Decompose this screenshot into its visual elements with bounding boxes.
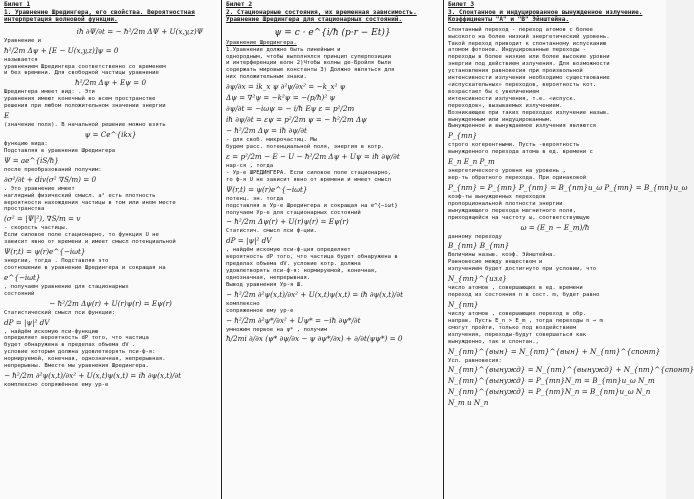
text-line: переходы в более низкие или более высокие уровни bbox=[448, 54, 610, 61]
text-line: Уравнение Шредингера. bbox=[226, 39, 297, 46]
text-line: - для своб. микрочастиц. Мы bbox=[226, 137, 317, 144]
text-line: Статистич. смысл пси ф-ции. bbox=[226, 228, 317, 235]
text-line: высокого на более низкий энергетический уровень. bbox=[448, 33, 610, 40]
formula: P_{mn} bbox=[448, 131, 478, 141]
formula: N_m и N_n bbox=[448, 398, 489, 408]
text-line: уравнения имеют конечный во всем пространстве bbox=[4, 96, 156, 103]
text-line: однородным, чтобы выполнялся принцип суперпозиции bbox=[226, 53, 392, 60]
text-line: условие которым должна удовлетворять пси-ф-я: bbox=[4, 349, 156, 356]
text-line: Уравнение и bbox=[4, 37, 42, 44]
formula: − ħ²/2m ∂²ψ*/∂x² + Uψ* = −iħ ∂ψ*/∂t bbox=[226, 315, 361, 325]
ticket-number: Билет 3 bbox=[448, 1, 475, 8]
text-line: потенц. эн. тогда bbox=[226, 195, 284, 202]
ticket-body bbox=[4, 27, 217, 389]
text-line: , получаем уравнение для стационарных bbox=[4, 283, 129, 290]
text-line: вынуждающего перехода магнитного поля, bbox=[448, 207, 576, 214]
text-line: Подставляя в уравнение Шредингера bbox=[4, 147, 116, 154]
formula: Ψ = ae^{iS/ħ} bbox=[4, 155, 59, 165]
text-line: и без времени. Для свободной частицы уравнение bbox=[4, 70, 159, 77]
text-line: Вынужденное и вынуждаемое излучения являются bbox=[448, 123, 597, 130]
text-line: содержать мировые константы 3) Должно являться для bbox=[226, 67, 395, 74]
text-line: получаем Ур-е для стационарных состояний bbox=[226, 209, 361, 216]
text-line: умножим первое на ψ* , получим bbox=[226, 326, 328, 333]
formula: ε = p²/2m − E − U − ħ²/2m Δψ + Uψ = iħ ∂ψ/∂t bbox=[226, 151, 400, 161]
formula: N_{mn}^{вынужд} = P_{mn}N_m = B_{mn}u_ω N_m bbox=[448, 376, 655, 386]
text-line: комплексно сопряжённое ему ур-е bbox=[4, 382, 109, 388]
text-line: установления равновесия при произвольной bbox=[448, 68, 583, 75]
text-line: энергетического уровня на уровень , bbox=[448, 168, 566, 175]
formula: − ħ²/2m ∂²ψ(x,t)/∂x² + U(x,t)ψ(x,t) = iħ ∂ψ(x,t)/∂t bbox=[226, 289, 404, 299]
formula: P_{nm} = P_{mn} P_{nm} = B_{nm}u_ω P_{mn} = B_{mn}u_ω bbox=[448, 182, 688, 192]
formula: N_{mn}^{вынужд} = N_{nm}^{вынужд} + N_{nm}^{спонт} bbox=[448, 365, 694, 375]
text-line: Величины назыв. коэф. Эйнштейна. bbox=[448, 252, 556, 259]
text-line: однозначная, непрерывная. bbox=[226, 274, 311, 281]
text-line: энергии, тогда . Подставляя это bbox=[4, 258, 109, 265]
formula: Ψ(r,t) = ψ(r)e^{−iωt} bbox=[4, 247, 86, 257]
formula: ∂ψ/∂t = −iωψ = − i/ħ Eψ ε = p²/2m bbox=[226, 104, 355, 114]
text-line: пределах объема dV. условие котр. должна bbox=[226, 261, 361, 268]
formula: ∂ψ/∂x = ik_x ψ ∂²ψ/∂x² = −k_x² ψ bbox=[226, 82, 346, 92]
text-line: вынужденным или индуцированным. bbox=[448, 116, 553, 123]
formula: e^{−iωt} bbox=[4, 272, 41, 282]
text-line: . Это уравнение имеет bbox=[4, 185, 75, 192]
formula: ψ = c · e^{i/ħ (p·r − Et)} bbox=[274, 27, 391, 38]
text-line: направ. Пусть E_n > E_m , тогда переходы n → m bbox=[448, 317, 603, 324]
formula: B_{nm} B_{mn} bbox=[448, 241, 510, 251]
text-line: состояний bbox=[4, 290, 35, 297]
formula: (σ² = |Ψ|²), ∇S/m = v bbox=[4, 214, 81, 224]
text-line: возрастает бы с увеличением bbox=[448, 88, 539, 95]
text-line: Возникающее при таких переходах излучение назыв. bbox=[448, 109, 610, 116]
text-line: будем расс. потенциальной поля, энергия в котр. bbox=[226, 144, 385, 151]
text-line: нар-ся , тогда bbox=[226, 162, 274, 169]
formula: E bbox=[4, 111, 10, 121]
text-line: Статистический смысл пси функции: bbox=[4, 309, 116, 316]
text-line: интенсивности излучения, т.е. «испуск. bbox=[448, 95, 576, 102]
text-line: Такой переход приводит к спонтанному испусканию bbox=[448, 40, 607, 47]
text-line: пропорциональной плотности энергии bbox=[448, 200, 563, 207]
text-line: решения при любом положительном значении энергии bbox=[4, 103, 166, 110]
formula: N_{nm}^{вын} = N_{nm}^{вын} + N_{nm}^{спонт} bbox=[448, 346, 661, 356]
formula: − ħ²/2m ∂²ψ(x,t)/∂x² + U(x,t)ψ(x,t) = iħ ∂ψ(x,t)/∂t bbox=[4, 371, 182, 380]
text-line: соотношение в уравнение Шредингера и сокращая на bbox=[4, 264, 166, 271]
formula: N_{nm} bbox=[448, 300, 479, 309]
text-line: определяет вероятность dP того, что частица bbox=[4, 335, 149, 342]
formula: − ħ²/2m Δψ(r) + U(r)ψ(r) = Eψ(r) bbox=[49, 298, 172, 308]
text-line: число атомов , совершающих в ед. времени bbox=[448, 285, 583, 292]
text-line: переходов», вызываемых излучением. bbox=[448, 102, 563, 109]
text-line: будет обнаружена в пределах объема dV . bbox=[4, 342, 136, 349]
formula: ω = (E_n − E_m)/ħ bbox=[520, 222, 590, 232]
ticket-column-3 bbox=[444, 0, 694, 499]
formula: E_n E_n P_m bbox=[448, 157, 495, 167]
text-line: переход из состояния n в сост. m, будет равно bbox=[448, 292, 600, 299]
formula: N_{nm}^{вынужд} = P_{nm}N_n = B_{nm}u_ω N_n bbox=[448, 387, 651, 397]
formula: Δψ = ∇²ψ = −k²ψ = −(p/ħ)² ψ bbox=[226, 93, 336, 103]
text-line: комплексно bbox=[226, 300, 260, 307]
text-line: Вывод уравнения Ур-я Ш. bbox=[226, 281, 304, 288]
text-line: Шредингера имеет вид: . Эти bbox=[4, 89, 95, 96]
text-line: называется bbox=[4, 56, 38, 63]
text-line: Усл. равновесия: bbox=[448, 357, 502, 364]
formula: N_{mn}^{изл} bbox=[448, 274, 507, 284]
text-line: вынужденно, так и спонтан., bbox=[448, 338, 539, 345]
formula: ħ²/2m Δψ + [E − U(x,y,z)]ψ = 0 bbox=[4, 45, 119, 55]
ticket-title: 2. Стационарные состояния, их временная зависимость. Уравнение Шредингера для стационарных состояний. bbox=[226, 8, 417, 23]
formula: dP = |ψ|² dV bbox=[4, 317, 50, 327]
ticket-body bbox=[448, 26, 694, 409]
text-line: вероятность dP того, что частица будет обнаружена в bbox=[226, 254, 398, 261]
text-line: вер-ть обратного перехода. При одинаковой bbox=[448, 175, 587, 182]
text-line: вынужденного перехода атома в ед. времени с bbox=[448, 149, 593, 156]
text-line: наглядный физический смысл. а² есть плотность bbox=[4, 192, 156, 199]
text-line: подставляя в Ур-е Шредингера и сокращая на e^{−iωt} bbox=[226, 202, 398, 209]
text-line: удовлетворять пси-ф-я: нормируемой, конечная, bbox=[226, 268, 378, 275]
text-line: интенсивности излучения необходимо существование bbox=[448, 75, 610, 82]
ticket-number: Билет 1 bbox=[4, 1, 31, 8]
text-line: Равновесие между веществом и bbox=[448, 259, 543, 266]
ticket-column-2 bbox=[222, 0, 444, 499]
text-line: энергии под действием излучения. Для возможности bbox=[448, 61, 610, 68]
formula: ħ²/2m Δψ + Eψ = 0 bbox=[74, 78, 147, 88]
formula: dP = |ψ|² dV bbox=[226, 236, 272, 246]
text-line: Спонтанный переход - переход атомов с более bbox=[448, 26, 593, 33]
text-line: то ф-я U не зависит явно от времени и имеет смысл bbox=[226, 176, 392, 183]
text-line: числу атомов , совершающих переход в обр. bbox=[448, 311, 587, 317]
formula: ψ = Ce^{ikx} bbox=[84, 129, 137, 139]
text-line: вероятности нахождения частицы в том или ином месте bbox=[4, 199, 176, 206]
text-line: и интерференции волн 2)Чтобы волны де-Бройля были bbox=[226, 60, 392, 67]
text-line: 1.Уравнение должно быть линейным и bbox=[226, 46, 341, 53]
ticket-title: 1. Уравнение Шредингера, его свойства. Вероятностная интерпретация волновой функции. bbox=[4, 8, 195, 23]
text-line: «испускательных» переходов, вероятность кот. bbox=[448, 81, 597, 88]
ticket-body bbox=[226, 27, 439, 345]
text-line: - скорость частицы. bbox=[4, 225, 68, 232]
text-line: коэф-ты вынужденных переходов bbox=[448, 193, 546, 200]
text-line: зависит явно от времени и имеет смысл потенциальной bbox=[4, 239, 176, 246]
text-line: излучением будет достигнуто при условии, что bbox=[448, 266, 597, 273]
text-line: строго когерентными. Пусть -вероятность bbox=[448, 142, 580, 149]
text-line: уравнением Шредингера соответственно со временем bbox=[4, 63, 166, 70]
text-line: данному переходу bbox=[448, 233, 502, 240]
text-line: пространства bbox=[4, 206, 45, 213]
text-line: сопряженное ему ур-е bbox=[226, 307, 294, 314]
text-line: них положительным знаки. bbox=[226, 74, 307, 81]
text-line: непрерывны. Вместе мы уравнения Шредингера. bbox=[4, 363, 149, 370]
text-line: смогут пройти, только под воздействием bbox=[448, 324, 576, 331]
ticket-number: Билет 2 bbox=[226, 1, 253, 8]
ticket-title: 3. Спонтанное и индуцированное вынужденное излучение. Коэффициенты "А" и "В" Эйнштейна. bbox=[448, 8, 643, 23]
text-line: (значение поля). В начальной решение можно взять bbox=[4, 122, 166, 129]
formula: iħ ∂ψ/∂t = εψ = p²/2m ψ = − ħ²/2m Δψ bbox=[226, 115, 367, 125]
formula: − ħ²/2m Δψ = iħ ∂ψ/∂t bbox=[226, 126, 307, 136]
formula: − ħ²/2m Δψ(r) + U(r)ψ(r) = Eψ(r) bbox=[226, 217, 349, 227]
text-line: нормируемой, конечная, однозначная, непрерывная. bbox=[4, 356, 166, 363]
text-line: излучения, переходы-будут совершаться как bbox=[448, 331, 587, 338]
formula: Ψ(r,t) = ψ(r)e^{−iωt} bbox=[226, 184, 308, 194]
text-line: после преобразований получим: bbox=[4, 166, 102, 173]
text-line: Если силовое поле стационарно, то функция U не bbox=[4, 232, 159, 239]
formula: ħ/2mi ∂/∂x (ψ* ∂ψ/∂x − ψ ∂ψ*/∂x) + ∂/∂t(ψψ*) = 0 bbox=[226, 334, 403, 344]
text-line: - Ур-е ШРЕДИНГЕРА. Если силовое поле стационарно, bbox=[226, 169, 392, 176]
text-line: , найдём искомую пси-ф-ция определяет bbox=[226, 247, 351, 254]
text-line: приходящейся на частоту ω, соответствующую bbox=[448, 214, 590, 221]
formula: ∂σ²/∂t + div(σ² ∇S/m) = 0 bbox=[4, 174, 97, 184]
text-line: атомом фотонов. Индуцированные переходы - bbox=[448, 47, 587, 54]
formula: iħ ∂Ψ/∂t = − ħ²/2m ΔΨ + U(x,y,z)Ψ bbox=[76, 26, 203, 36]
text-line: , найдём искомую пси-функцию bbox=[4, 328, 99, 335]
ticket-column-1 bbox=[0, 0, 222, 499]
text-line: функцию вида: bbox=[4, 140, 48, 147]
